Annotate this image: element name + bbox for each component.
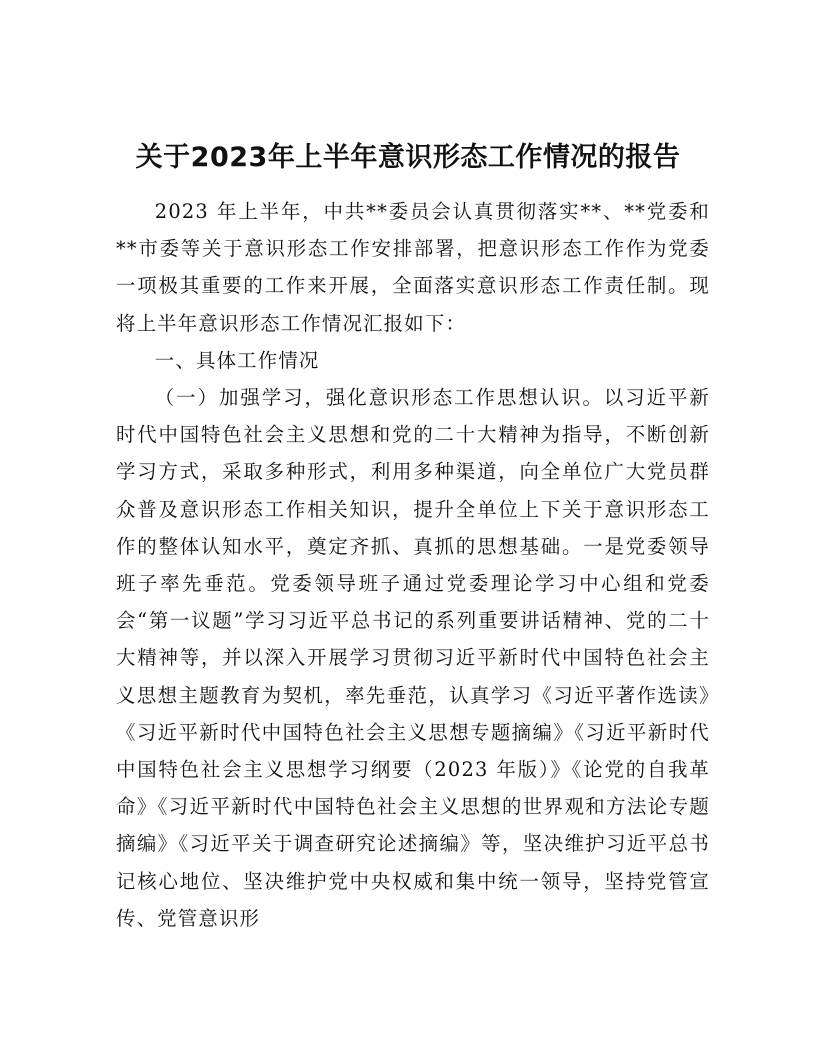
intro-paragraph: 2023 年上半年，中共**委员会认真贯彻落实**、**党委和**市委等关于意识形态工作安排部署，把意识形态工作作为党委一项极其重要的工作来开展，全面落实意识形态工作责任制。现将上半年意识形态工作情况汇报如下：: [116, 200, 710, 335]
document-body: [116, 193, 710, 937]
subsection-paragraph: （一）加强学习，强化意识形态工作思想认识。以习近平新时代中国特色社会主义思想和党的二十大精神为指导，不断创新学习方式，采取多种形式，利用多种渠道，向全单位广大党员群众普及意识形态工作相关知识，提升全单位上下关于意识形态工作的整体认知水平，奠定齐抓、真抓的思想基础。一是党委领导班子率先垂范。党委领导班子通过党委理论学习中心组和党委会“第一议题”学习习近平总书记的系列重要讲话精神、党的二十大精神等，并以深入开展学习贯彻习近平新时代中国特色社会主义思想主题教育为契机，率先垂范，认真学习《习近平著作选读》《习近平新时代中国特色社会主义思想专题摘编》《习近平新时代中国特色社会主义思想学习纲要（2023 年版）》《论党的自我革命》《习近平新时代中国特色社会主义思想的世界观和方法论专题摘编》《习近平关于调查研究论述摘编》等，坚决维护习近平总书记核心地位、坚决维护党中央权威和集中统一领导，坚持党管宣传、党管意识形: [116, 386, 710, 930]
document-title: 关于2023年上半年意识形态工作情况的报告: [135, 142, 681, 173]
section-heading: 一、具体工作情况: [154, 348, 320, 372]
